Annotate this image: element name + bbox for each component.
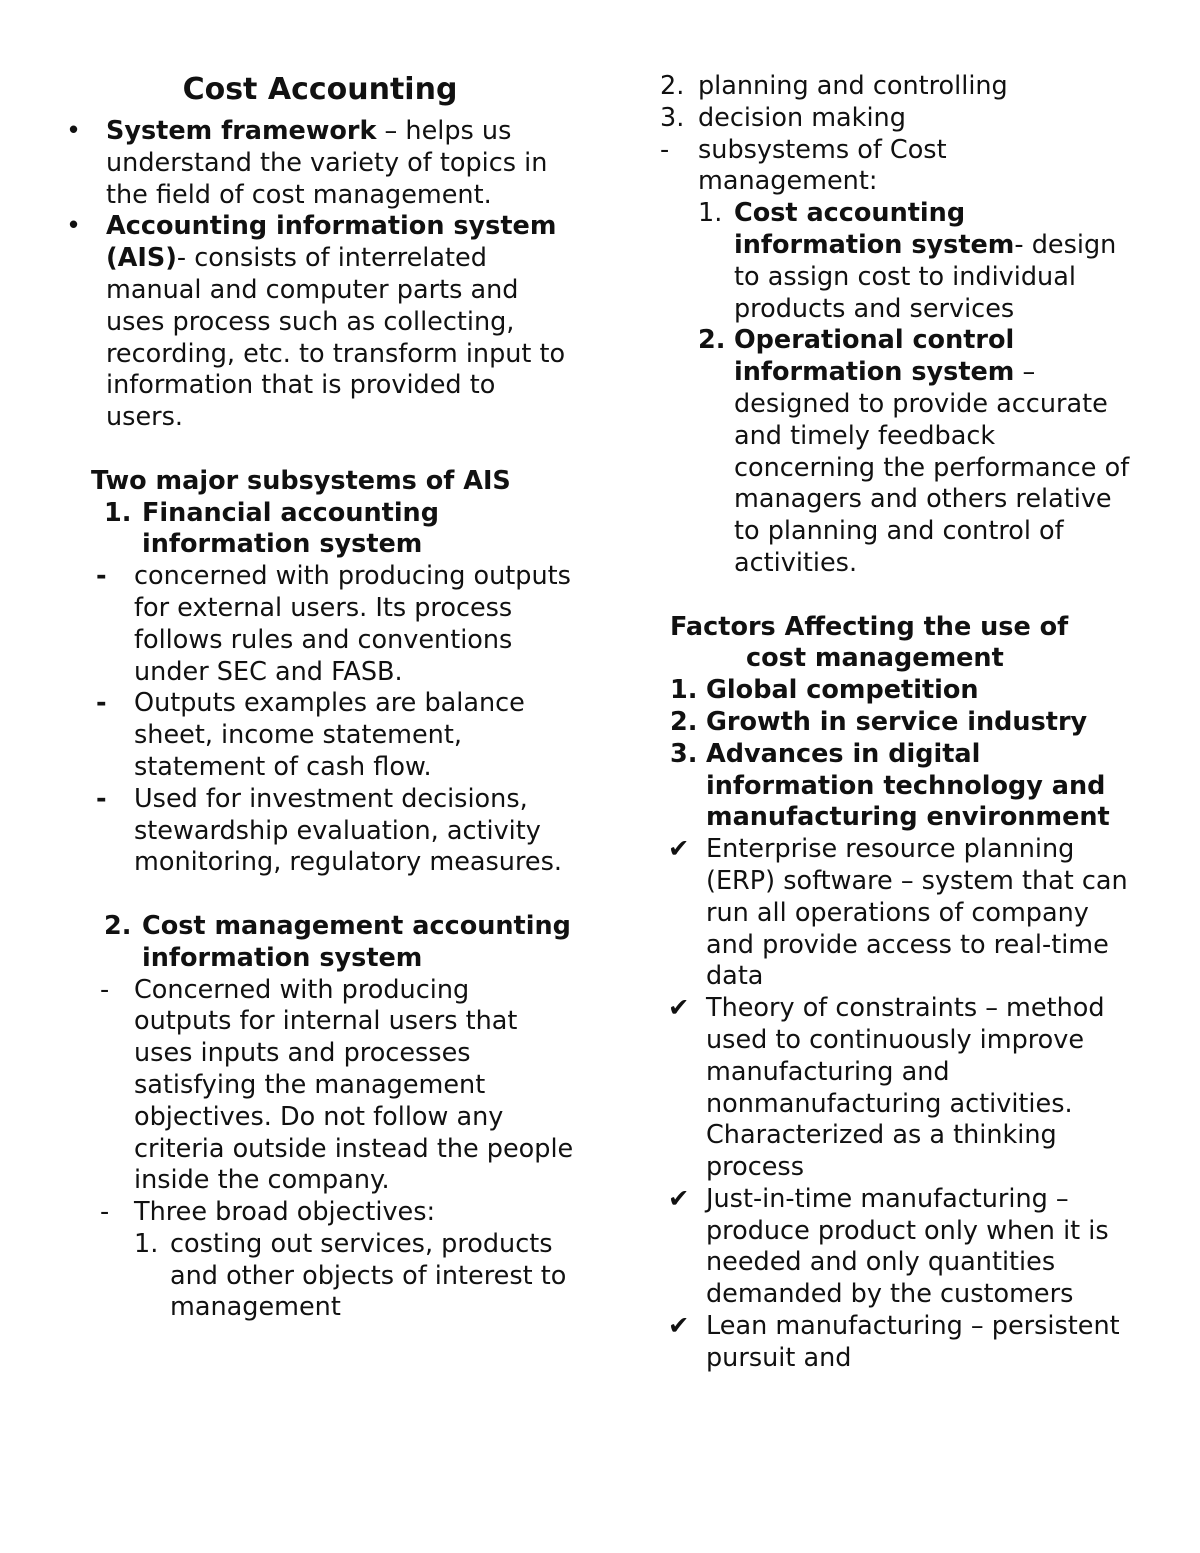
objective-item: 3. decision making (660, 102, 906, 133)
right-column (660, 71, 1130, 1375)
factor-item: 1. Global competition (670, 675, 979, 706)
subsystems-label: - subsystems of Cost management: (660, 134, 947, 197)
dash-marker: - (100, 974, 110, 1005)
checkmark-icon: ✔ (668, 834, 690, 865)
cmais-title: Cost management accounting information system (142, 910, 571, 973)
list-number: 1. (670, 675, 698, 706)
bullet-icon: • (66, 116, 82, 146)
fais-heading (66, 498, 574, 562)
cmais-point: - Concerned with producing outputs for internal users that uses inputs and processes satisfying the management objectives. Do not follow any criteria outside instead the people inside the company. (100, 974, 574, 1196)
factors-heading-line2: cost management (746, 643, 1004, 674)
checklist-item: ✔ Lean manufacturing – persistent pursuit and (668, 1311, 1120, 1373)
checkmark-icon: ✔ (668, 1183, 690, 1214)
list-number: 1. (698, 198, 723, 229)
fais-point: - concerned with producing outputs for external users. Its process follows rules and conventions under SEC and FASB. (96, 561, 571, 687)
bullet-ais (66, 211, 574, 434)
subsystems-heading: Two major subsystems of AIS (91, 465, 511, 496)
term-ais: Accounting information system (AIS) (106, 211, 557, 274)
bullet-icon: • (66, 211, 82, 242)
list-number: 2. (670, 706, 698, 737)
factor-item: 3. Advances in digital information technology and manufacturing environment (670, 738, 1110, 833)
factors-heading: Factors Affecting the use of (670, 611, 1069, 642)
dash-marker: - (96, 561, 107, 592)
term-system-framework: System framework (106, 116, 377, 146)
list-number: 2. (698, 325, 726, 356)
list-number: 1. (104, 497, 132, 528)
cmais-heading (66, 911, 574, 975)
list-number: 1. (134, 1228, 159, 1259)
fais-title: Financial accounting information system (142, 497, 439, 560)
list-number: 3. (670, 738, 698, 769)
factor-item: 2. Growth in service industry (670, 706, 1088, 737)
subsystem-item: 1. Cost accounting information system- design to assign cost to individual products and services (698, 198, 1117, 324)
dash-marker: - (660, 134, 670, 165)
fais-point: - Outputs examples are balance sheet, income statement, statement of cash flow. (96, 688, 525, 782)
cmais-point: - Three broad objectives: (100, 1197, 436, 1228)
list-number: 2. (660, 71, 685, 101)
left-column (66, 70, 574, 1324)
list-number: 3. (660, 102, 685, 133)
objective-item: 2. planning and controlling (660, 71, 1008, 101)
checklist-item: ✔ Enterprise resource planning (ERP) software – system that can run all operations of company and provide access to real-time data (668, 834, 1128, 992)
checkmark-icon: ✔ (668, 1311, 690, 1342)
dash-marker: - (96, 688, 107, 719)
checklist-item: ✔ Theory of constraints – method used to continuously improve manufacturing and nonmanufacturing activities. Characterized as a thinking process (668, 993, 1105, 1183)
definition-ais: - consists of interrelated manual and computer parts and uses process such as collecting, recording, etc. to transform input to information that is provided to users. (106, 243, 566, 433)
document-title: Cost Accounting (182, 72, 458, 107)
definition-system-framework: – helps us understand the variety of topics in the field of cost management. (106, 116, 548, 210)
list-number: 2. (104, 910, 132, 941)
bullet-system-framework (66, 116, 574, 211)
fais-point: - Used for investment decisions, stewardship evaluation, activity monitoring, regulatory measures. (96, 783, 562, 878)
checkmark-icon: ✔ (668, 993, 690, 1024)
dash-marker: - (96, 783, 107, 814)
dash-marker: - (100, 1197, 110, 1228)
subsystem-item: 2. Operational control information system – designed to provide accurate and timely feedback concerning the performance of managers and others relative to planning and control of activities. (698, 325, 1130, 578)
objective-item: 1. costing out services, products and other objects of interest to management (134, 1228, 567, 1323)
checklist-item: ✔ Just-in-time manufacturing – produce product only when it is needed and only quantities demanded by the customers (668, 1183, 1109, 1310)
